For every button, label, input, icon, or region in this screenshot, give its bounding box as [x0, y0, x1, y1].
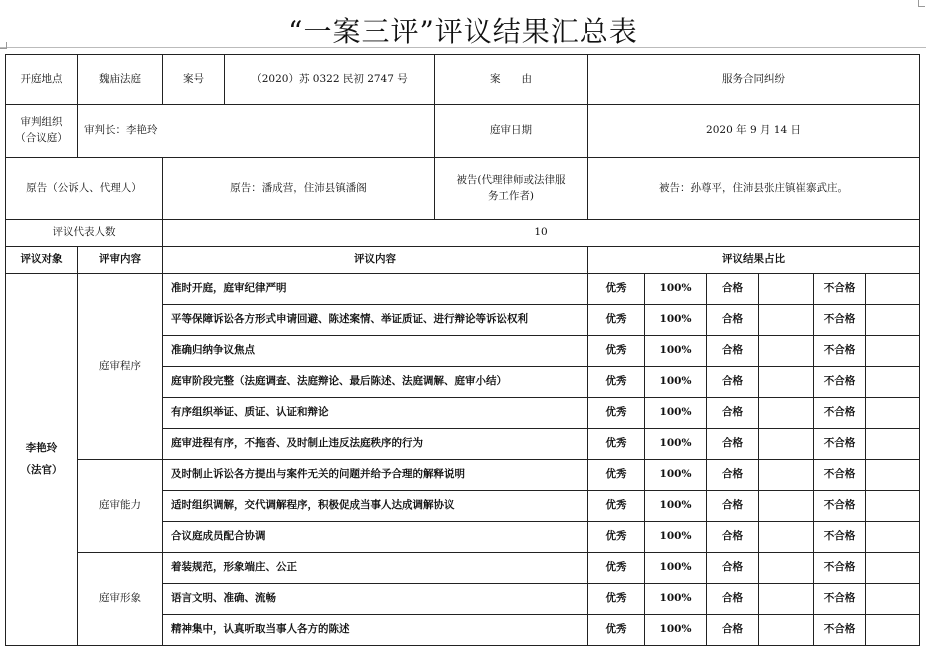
table-row	[6, 460, 920, 491]
cause-value: 服务合同纠纷	[588, 55, 920, 105]
group-name: 庭审能力	[78, 460, 163, 553]
grade-excellent-label: 优秀	[588, 367, 645, 398]
grade-excellent-pct: 100%	[645, 367, 707, 398]
criterion-text: 庭审阶段完整（法庭调查、法庭辩论、最后陈述、法庭调解、庭审小结）	[163, 367, 588, 398]
table-row	[6, 274, 920, 305]
grade-excellent-pct: 100%	[645, 522, 707, 553]
grade-fail-pct	[866, 336, 920, 367]
case-no-label: 案号	[163, 55, 225, 105]
defendant-label-line1: 被告(代理律师或法律服	[456, 173, 566, 186]
case-no-value: （2020）苏 0322 民初 2747 号	[225, 55, 435, 105]
grade-pass-pct	[759, 274, 814, 305]
grade-pass-pct	[759, 522, 814, 553]
grade-excellent-label: 优秀	[588, 491, 645, 522]
defendant-label	[435, 158, 588, 220]
grade-fail-label: 不合格	[814, 584, 866, 615]
criterion-text: 准确归纳争议焦点	[163, 336, 588, 367]
group-name: 庭审形象	[78, 553, 163, 646]
court-place-label: 开庭地点	[6, 55, 78, 105]
grade-fail-pct	[866, 398, 920, 429]
evaluated-person	[6, 274, 78, 646]
grade-pass-label: 合格	[707, 398, 759, 429]
reps-label: 评议代表人数	[6, 220, 163, 247]
grade-fail-pct	[866, 429, 920, 460]
defendant-value: 被告：孙尊平，住沛县张庄镇崔寨武庄。	[588, 158, 920, 220]
grade-pass-label: 合格	[707, 367, 759, 398]
grade-excellent-label: 优秀	[588, 398, 645, 429]
grade-fail-label: 不合格	[814, 429, 866, 460]
criterion-text: 合议庭成员配合协调	[163, 522, 588, 553]
grade-pass-pct	[759, 584, 814, 615]
grade-excellent-pct: 100%	[645, 429, 707, 460]
grade-fail-pct	[866, 584, 920, 615]
criterion-text: 庭审进程有序，不拖沓、及时制止违反法庭秩序的行为	[163, 429, 588, 460]
grade-excellent-pct: 100%	[645, 460, 707, 491]
grade-excellent-label: 优秀	[588, 460, 645, 491]
date-value: 2020 年 9 月 14 日	[588, 105, 920, 158]
page-title: “一案三评”评议结果汇总表	[288, 15, 638, 48]
grade-pass-label: 合格	[707, 584, 759, 615]
grade-fail-label: 不合格	[814, 305, 866, 336]
plaintiff-value: 原告：潘成营，住沛县镇潘阁	[163, 158, 435, 220]
grade-fail-label: 不合格	[814, 336, 866, 367]
grade-excellent-pct: 100%	[645, 336, 707, 367]
grade-excellent-label: 优秀	[588, 522, 645, 553]
grade-pass-pct	[759, 429, 814, 460]
criterion-text: 准时开庭，庭审纪律严明	[163, 274, 588, 305]
grade-excellent-pct: 100%	[645, 398, 707, 429]
grade-excellent-label: 优秀	[588, 274, 645, 305]
grade-pass-label: 合格	[707, 429, 759, 460]
grade-fail-label: 不合格	[814, 367, 866, 398]
criterion-text: 语言文明、准确、流畅	[163, 584, 588, 615]
date-label: 庭审日期	[435, 105, 588, 158]
summary-table	[5, 54, 920, 646]
grade-pass-label: 合格	[707, 553, 759, 584]
grade-excellent-pct: 100%	[645, 305, 707, 336]
crop-mark-top-left	[0, 42, 7, 49]
grade-excellent-label: 优秀	[588, 584, 645, 615]
panel-value: 审判长：李艳玲	[78, 105, 435, 158]
grade-pass-label: 合格	[707, 615, 759, 646]
info-row-4	[6, 220, 920, 247]
reps-value: 10	[163, 220, 920, 247]
criterion-text: 适时组织调解，交代调解程序，积极促成当事人达成调解协议	[163, 491, 588, 522]
grade-fail-label: 不合格	[814, 460, 866, 491]
grade-fail-label: 不合格	[814, 398, 866, 429]
col-content: 评议内容	[163, 247, 588, 274]
evaluated-person-role: （法官）	[20, 463, 63, 476]
grade-fail-pct	[866, 553, 920, 584]
grade-fail-pct	[866, 491, 920, 522]
grade-fail-pct	[866, 305, 920, 336]
grade-fail-label: 不合格	[814, 491, 866, 522]
grade-fail-label: 不合格	[814, 615, 866, 646]
grade-fail-pct	[866, 274, 920, 305]
header-divider	[0, 47, 926, 48]
grade-pass-pct	[759, 460, 814, 491]
col-ratio: 评议结果占比	[588, 247, 920, 274]
group-name: 庭审程序	[78, 274, 163, 460]
grade-excellent-pct: 100%	[645, 553, 707, 584]
grade-pass-pct	[759, 336, 814, 367]
grade-excellent-label: 优秀	[588, 553, 645, 584]
grade-excellent-label: 优秀	[588, 615, 645, 646]
grade-pass-label: 合格	[707, 336, 759, 367]
grade-pass-label: 合格	[707, 274, 759, 305]
plaintiff-label: 原告（公诉人、代理人）	[6, 158, 163, 220]
grade-pass-label: 合格	[707, 460, 759, 491]
criterion-text: 精神集中，认真听取当事人各方的陈述	[163, 615, 588, 646]
grade-excellent-label: 优秀	[588, 305, 645, 336]
court-place-value: 魏庙法庭	[78, 55, 163, 105]
grade-pass-pct	[759, 398, 814, 429]
grade-excellent-pct: 100%	[645, 274, 707, 305]
grade-excellent-pct: 100%	[645, 584, 707, 615]
grade-fail-pct	[866, 522, 920, 553]
defendant-label-line2: 务工作者)	[487, 189, 535, 202]
criterion-text: 平等保障诉讼各方形式申请回避、陈述案情、举证质证、进行辩论等诉讼权利	[163, 305, 588, 336]
grade-fail-pct	[866, 615, 920, 646]
criterion-text: 及时制止诉讼各方提出与案件无关的问题并给予合理的解释说明	[163, 460, 588, 491]
grade-fail-pct	[866, 460, 920, 491]
info-row-2	[6, 105, 920, 158]
panel-label	[6, 105, 78, 158]
grade-excellent-pct: 100%	[645, 491, 707, 522]
cause-label: 案 由	[435, 55, 588, 105]
grade-pass-label: 合格	[707, 522, 759, 553]
grade-fail-label: 不合格	[814, 274, 866, 305]
panel-label-line1: 审判组织	[20, 116, 63, 129]
evaluated-person-name: 李艳玲	[25, 441, 58, 454]
evaluation-rows	[6, 274, 920, 646]
criterion-text: 着装规范，形象端庄、公正	[163, 553, 588, 584]
grade-pass-pct	[759, 305, 814, 336]
info-row-1	[6, 55, 920, 105]
crop-mark-top-right	[918, 0, 925, 7]
grade-fail-pct	[866, 367, 920, 398]
grade-excellent-pct: 100%	[645, 615, 707, 646]
grade-pass-pct	[759, 491, 814, 522]
criterion-text: 有序组织举证、质证、认证和辩论	[163, 398, 588, 429]
col-content-type: 评审内容	[78, 247, 163, 274]
grade-pass-pct	[759, 367, 814, 398]
info-row-3	[6, 158, 920, 220]
col-object: 评议对象	[6, 247, 78, 274]
grade-pass-label: 合格	[707, 491, 759, 522]
table-row	[6, 553, 920, 584]
grade-pass-label: 合格	[707, 305, 759, 336]
grade-pass-pct	[759, 553, 814, 584]
panel-label-line2: （合议庭）	[15, 132, 68, 144]
grade-fail-label: 不合格	[814, 553, 866, 584]
grade-excellent-label: 优秀	[588, 429, 645, 460]
grade-excellent-label: 优秀	[588, 336, 645, 367]
grade-pass-pct	[759, 615, 814, 646]
grade-fail-label: 不合格	[814, 522, 866, 553]
column-header-row	[6, 247, 920, 274]
